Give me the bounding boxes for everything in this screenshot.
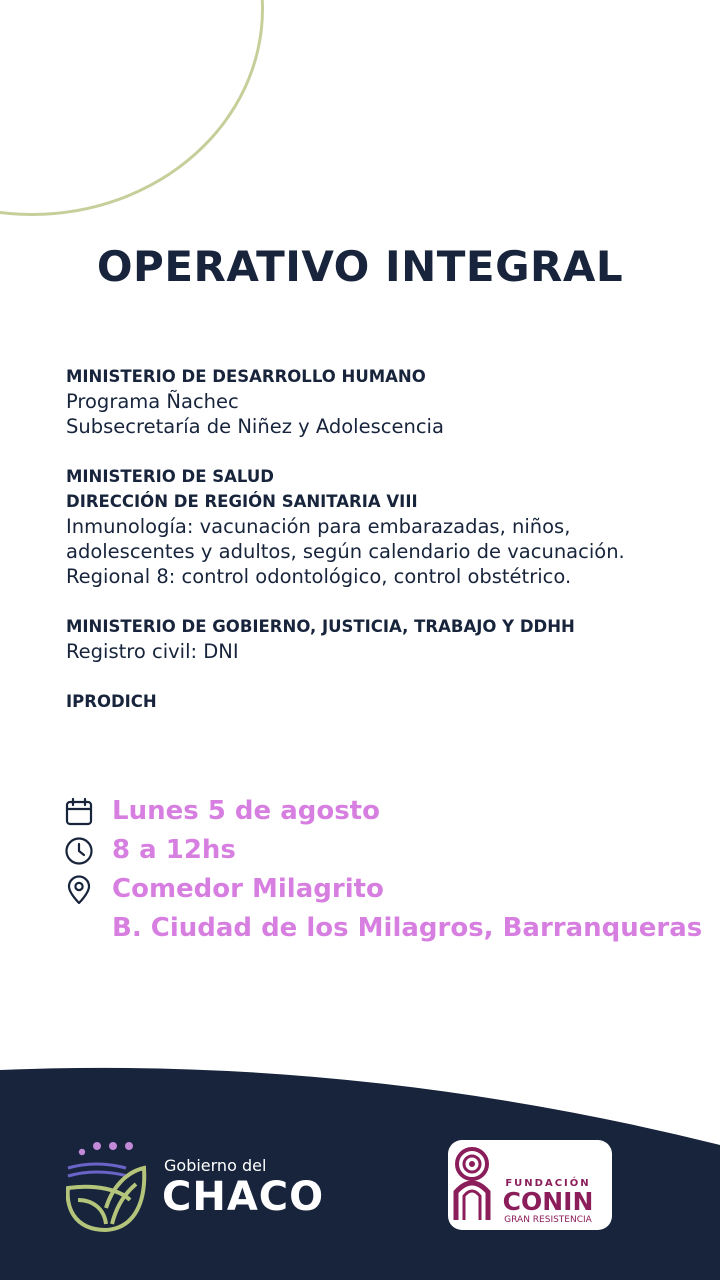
section-line: adolescentes y adultos, según calendario de vacunación. (66, 540, 625, 563)
event-time: 8 a 12hs (112, 835, 236, 865)
page-title: OPERATIVO INTEGRAL (96, 242, 624, 291)
section-desarrollo-humano (66, 364, 706, 439)
event-date: Lunes 5 de agosto (112, 796, 380, 826)
section-line: Subsecretaría de Niñez y Adolescencia (66, 415, 444, 438)
section-heading: DIRECCIÓN DE REGIÓN SANITARIA VIII (66, 492, 418, 511)
agencies-list (66, 364, 706, 739)
calendar-icon (64, 797, 94, 827)
decorative-circle (0, 0, 264, 216)
section-salud (66, 464, 706, 589)
event-place-row (64, 870, 704, 909)
event-place: Comedor Milagrito (112, 874, 384, 904)
event-time-row (64, 831, 704, 870)
gobierno-chaco-logo (66, 1138, 336, 1233)
gov-label-big: CHACO (162, 1174, 325, 1220)
section-line: Registro civil: DNI (66, 640, 239, 663)
event-address-row (64, 909, 704, 948)
gov-label-small: Gobierno del (164, 1156, 267, 1175)
conin-sub-text: GRAN RESISTENCIA (504, 1215, 592, 1225)
section-line: Programa Ñachec (66, 390, 239, 413)
section-line: Regional 8: control odontológico, control obstétrico. (66, 565, 572, 588)
conin-name-text: CONIN (502, 1187, 594, 1216)
clock-icon (64, 836, 94, 866)
section-heading: MINISTERIO DE DESARROLLO HUMANO (66, 367, 426, 386)
conin-fundacion-text: FUNDACIÓN (505, 1178, 591, 1189)
location-pin-icon (64, 875, 94, 905)
section-heading: MINISTERIO DE GOBIERNO, JUSTICIA, TRABAJO Y DDHH (66, 617, 575, 636)
conin-logo (448, 1140, 612, 1230)
section-line: Inmunología: vacunación para embarazadas, niños, (66, 515, 571, 538)
section-iprodich (66, 689, 706, 714)
section-heading: MINISTERIO DE SALUD (66, 467, 274, 486)
chaco-emblem-icon (66, 1138, 148, 1233)
section-gobierno (66, 614, 706, 664)
section-heading: IPRODICH (66, 692, 157, 711)
event-address: B. Ciudad de los Milagros, Barranqueras (112, 913, 703, 943)
event-info (64, 792, 704, 948)
conin-logo-graphic (448, 1140, 612, 1230)
event-date-row (64, 792, 704, 831)
